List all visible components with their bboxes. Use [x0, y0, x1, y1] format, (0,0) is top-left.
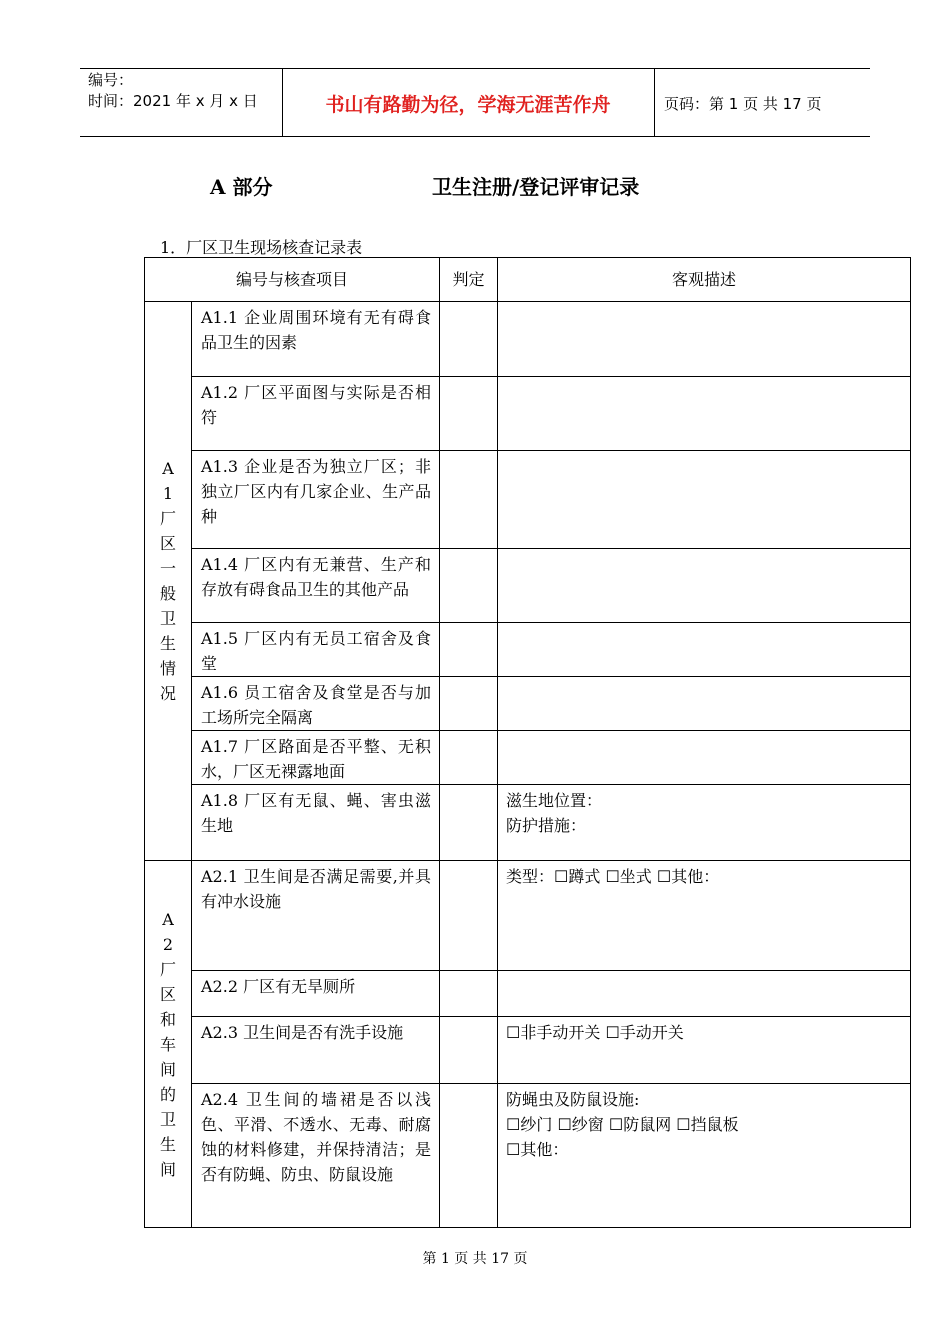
- description-cell[interactable]: [498, 861, 911, 971]
- check-item: [192, 451, 440, 549]
- table-row: [145, 623, 911, 677]
- description-cell[interactable]: [498, 451, 911, 549]
- header-meta: [88, 70, 258, 112]
- check-item-text: A1.3 企业是否为独立厂区；非独立厂区内有几家企业、生产品种: [201, 457, 432, 526]
- judgement-cell[interactable]: [440, 549, 498, 623]
- description-cell[interactable]: [498, 677, 911, 731]
- description-cell[interactable]: [498, 302, 911, 377]
- document-time-label: 时间：2021 年 x 月 x 日: [88, 92, 258, 110]
- judgement-cell[interactable]: [440, 623, 498, 677]
- check-item: [192, 861, 440, 971]
- check-item-text: A1.7 厂区路面是否平整、无积水，厂区无裸露地面: [201, 737, 432, 781]
- table-row: [145, 1084, 911, 1228]
- judgement-cell[interactable]: [440, 677, 498, 731]
- pest-control-options: [498, 1084, 910, 1162]
- switch-type-options: ☐非手动开关 ☐手动开关: [506, 1023, 684, 1042]
- column-header-judgement: 判定: [440, 258, 498, 302]
- table-row: [145, 677, 911, 731]
- pest-control-checkboxes: ☐纱门 ☐纱窗 ☐防鼠网 ☐挡鼠板: [506, 1115, 739, 1134]
- check-item: [192, 677, 440, 731]
- check-item: [192, 1084, 440, 1228]
- judgement-cell[interactable]: [440, 1017, 498, 1084]
- description-cell[interactable]: [498, 623, 911, 677]
- table-row: [145, 549, 911, 623]
- table-header-row: [145, 258, 911, 302]
- check-item: [192, 302, 440, 377]
- header-divider: [654, 68, 655, 136]
- judgement-cell[interactable]: [440, 377, 498, 451]
- table-row: [145, 861, 911, 971]
- description-cell[interactable]: [498, 1017, 911, 1084]
- check-item: [192, 971, 440, 1017]
- table-row: [145, 302, 911, 377]
- description-cell[interactable]: [498, 377, 911, 451]
- check-item-text: A1.2 厂区平面图与实际是否相符: [201, 383, 432, 427]
- section-label-a2: [145, 861, 192, 1228]
- table-row: [145, 785, 911, 861]
- check-item-text: A1.5 厂区内有无员工宿舍及食堂: [201, 629, 432, 673]
- check-item: [192, 1017, 440, 1084]
- column-header-item: 编号与核查项目: [145, 258, 440, 302]
- judgement-cell[interactable]: [440, 1084, 498, 1228]
- inspection-record-table: [144, 257, 911, 1228]
- description-cell[interactable]: [498, 971, 911, 1017]
- description-cell[interactable]: [498, 731, 911, 785]
- check-item-text: A2.3 卫生间是否有洗手设施: [201, 1023, 404, 1042]
- table-row: [145, 377, 911, 451]
- check-item: [192, 377, 440, 451]
- pest-control-other: ☐其他：: [506, 1140, 569, 1159]
- judgement-cell[interactable]: [440, 731, 498, 785]
- table-row: [145, 451, 911, 549]
- check-item-text: A2.4 卫生间的墙裙是否以浅色、平滑、不透水、无毒、耐腐蚀的材料修建，并保持清洁；是否有防蝇、防虫、防鼠设施: [201, 1090, 432, 1184]
- judgement-cell[interactable]: [440, 302, 498, 377]
- description-cell[interactable]: [498, 549, 911, 623]
- page-footer: 第 1 页 共 17 页: [422, 1251, 528, 1267]
- table-row: [145, 731, 911, 785]
- page-title: 卫生注册/登记评审记录: [432, 175, 640, 199]
- check-item-text: A2.1 卫生间是否满足需要,并具有冲水设施: [201, 867, 432, 911]
- header-bottom-rule: [80, 136, 870, 137]
- judgement-cell[interactable]: [440, 861, 498, 971]
- check-item-text: A1.6 员工宿舍及食堂是否与加工场所完全隔离: [201, 683, 432, 727]
- table-row: [145, 971, 911, 1017]
- table-row: [145, 1017, 911, 1084]
- column-header-description: 客观描述: [498, 258, 911, 302]
- section-label-a1: [145, 302, 192, 861]
- section-label-text: A2厂区和车间的卫生间: [159, 909, 176, 1179]
- check-item-text: A2.2 厂区有无旱厕所: [201, 977, 356, 996]
- check-item: [192, 623, 440, 677]
- table-caption: 1．厂区卫生现场核查记录表: [160, 238, 363, 257]
- toilet-type-options: 类型：☐蹲式 ☐坐式 ☐其他：: [506, 867, 720, 886]
- part-label: A 部分: [210, 175, 273, 199]
- check-item-text: A1.4 厂区内有无兼营、生产和存放有碍食品卫生的其他产品: [201, 555, 432, 599]
- judgement-cell[interactable]: [440, 785, 498, 861]
- description-text: [498, 785, 910, 838]
- description-cell[interactable]: [498, 1084, 911, 1228]
- judgement-cell[interactable]: [440, 451, 498, 549]
- protection-measures-label: 防护措施：: [506, 816, 587, 835]
- check-item-text: A1.1 企业周围环境有无有碍食品卫生的因素: [201, 308, 432, 352]
- pest-control-label: 防蝇虫及防鼠设施:: [506, 1090, 640, 1109]
- check-item: [192, 549, 440, 623]
- check-item-text: A1.8 厂区有无鼠、蝇、害虫滋生地: [201, 791, 432, 835]
- header-top-rule: [80, 68, 870, 69]
- header-page-number: 页码：第 1 页 共 17 页: [664, 95, 822, 113]
- description-cell[interactable]: [498, 785, 911, 861]
- breeding-location-label: 滋生地位置：: [506, 791, 603, 810]
- section-label-text: A1厂区一般卫生情况: [159, 459, 176, 703]
- judgement-cell[interactable]: [440, 971, 498, 1017]
- header-motto: 书山有路勤为径，学海无涯苦作舟: [325, 94, 611, 116]
- check-item: [192, 785, 440, 861]
- document-number-label: 编号：: [88, 71, 134, 89]
- check-item: [192, 731, 440, 785]
